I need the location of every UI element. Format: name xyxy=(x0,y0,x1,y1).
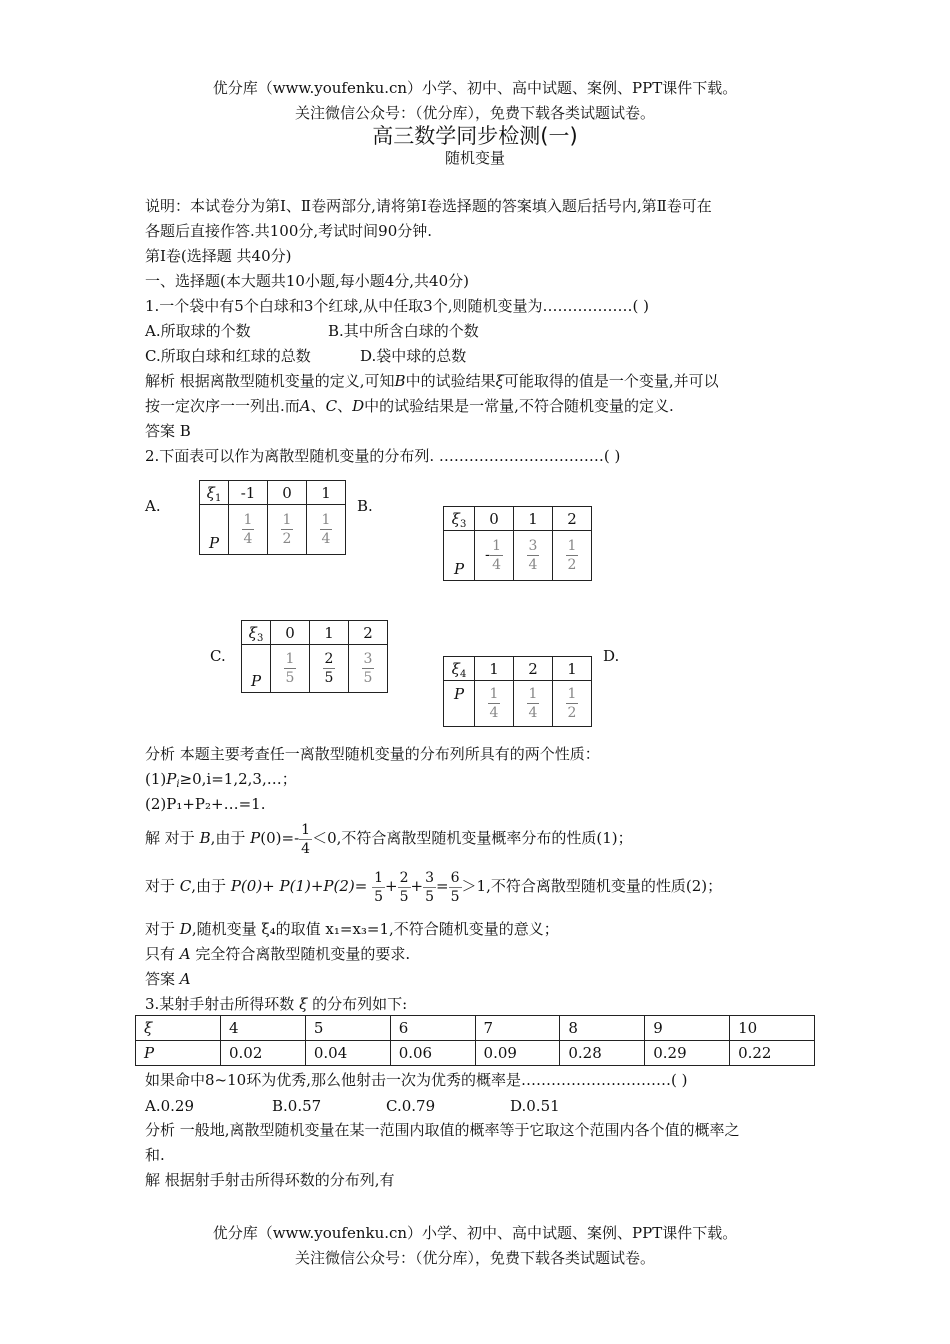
table-a-value: -1 xyxy=(229,481,268,505)
q1-option-b: B.其中所含白球的个数 xyxy=(328,322,479,340)
table-b-value: 0 xyxy=(475,507,514,531)
q1-option-c: C.所取白球和红球的总数 xyxy=(145,347,311,365)
table-b-prob: $\frac{1}{2}$ xyxy=(553,531,592,581)
intro-line-2: 各题后直接作答.共100分,考试时间90分钟. xyxy=(145,222,433,240)
table-b-var: $\xi_3$ xyxy=(444,507,475,531)
table-c-value: 0 xyxy=(271,621,310,645)
q2-table-b xyxy=(443,506,592,581)
q1-answer: 答案 B xyxy=(145,422,191,440)
q3-table-cell: 10 xyxy=(730,1016,815,1041)
table-a-prob: $\frac{1}{4}$ xyxy=(229,505,268,555)
footer-line-1: 优分库（www.youfenku.cn）小学、初中、高中试题、案例、PPT课件下载。 xyxy=(212,1224,738,1242)
q3-option-d: D.0.51 xyxy=(510,1097,560,1115)
part-1-heading: 第Ⅰ卷(选择题 共40分) xyxy=(145,247,292,265)
section-1-heading: 一、选择题(本大题共10小题,每小题4分,共40分) xyxy=(145,272,469,290)
q3-analysis-line-1: 分析 一般地,离散型随机变量在某一范围内取值的概率等于它取这个范围内各个值的概率之 xyxy=(145,1121,740,1139)
q2-label-a: A. xyxy=(145,497,161,515)
q3-option-a: A.0.29 xyxy=(145,1097,194,1115)
q3-table-cell: 0.29 xyxy=(645,1041,730,1066)
q3-question: 如果命中8~10环为优秀,那么他射击一次为优秀的概率是…………………………( ) xyxy=(145,1071,688,1089)
q2-table-a xyxy=(199,480,346,555)
q3-table-cell: 5 xyxy=(305,1016,390,1041)
table-c-value: 2 xyxy=(349,621,388,645)
table-c-var: $\xi_3$ xyxy=(242,621,271,645)
table-a-value: 1 xyxy=(307,481,346,505)
header-line-2: 关注微信公众号：（优分库），免费下载各类试题试卷。 xyxy=(294,104,655,122)
q3-table-header: P xyxy=(136,1041,221,1066)
table-a-p: P xyxy=(200,505,229,555)
q3-distribution-table xyxy=(135,1015,815,1066)
table-b-prob: - $\frac{1}{4}$ xyxy=(475,531,514,581)
table-c-prob: $\frac{2}{5}$ xyxy=(310,645,349,693)
table-c-prob: $\frac{1}{5}$ xyxy=(271,645,310,693)
page-title: 高三数学同步检测(一) xyxy=(372,124,578,148)
table-b-p: P xyxy=(444,531,475,581)
q2-property-1: $(1)P_i\ge 0,i=1,2,3,\dots$； xyxy=(145,770,297,790)
q2-solution-b: 解 对于 B,由于 P(0)=- $\frac{1}{4}$ ＜0,不符合离散型随机变量概率分布的性质(1)； xyxy=(145,821,633,857)
q3-table-cell: 9 xyxy=(645,1016,730,1041)
q3-table-header: ξ xyxy=(136,1016,221,1041)
table-c-value: 1 xyxy=(310,621,349,645)
q3-table-cell: 0.02 xyxy=(221,1041,306,1066)
q3-analysis-line-2: 和. xyxy=(145,1146,165,1164)
q2-solution-d: 对于 D,随机变量 ξ₄的取值 x₁=x₃=1,不符合随机变量的意义； xyxy=(145,920,559,938)
q3-option-b: B.0.57 xyxy=(272,1097,322,1115)
q2-label-d: D. xyxy=(603,647,620,665)
q3-table-cell: 0.06 xyxy=(390,1041,475,1066)
table-d-value: 1 xyxy=(553,657,592,681)
q1-analysis-line-2: 按一定次序一一列出.而A、C、D中的试验结果是一常量,不符合随机变量的定义. xyxy=(145,397,674,415)
q3-stem: 3.某射手射击所得环数 ξ 的分布列如下: xyxy=(145,995,408,1013)
table-d-prob: $\frac{1}{2}$ xyxy=(553,681,592,727)
footer-line-2: 关注微信公众号：（优分库），免费下载各类试题试卷。 xyxy=(294,1249,655,1267)
q1-option-a: A.所取球的个数 xyxy=(145,322,251,340)
intro-line-1: 说明：本试卷分为第Ⅰ、Ⅱ卷两部分,请将第Ⅰ卷选择题的答案填入题后括号内,第Ⅱ卷可在 xyxy=(145,197,712,215)
q3-table-cell: 0.04 xyxy=(305,1041,390,1066)
q3-table-cell: 6 xyxy=(390,1016,475,1041)
table-a-prob: $\frac{1}{2}$ xyxy=(268,505,307,555)
table-c-p: P xyxy=(242,645,271,693)
q2-table-d xyxy=(443,656,592,727)
q2-stem: 2.下面表可以作为离散型随机变量的分布列. ……………………………( ) xyxy=(145,447,621,465)
table-a-value: 0 xyxy=(268,481,307,505)
table-b-value: 2 xyxy=(553,507,592,531)
table-d-prob: $\frac{1}{4}$ xyxy=(475,681,514,727)
table-d-value: 1 xyxy=(475,657,514,681)
table-a-prob: $\frac{1}{4}$ xyxy=(307,505,346,555)
q2-label-c: C. xyxy=(210,647,226,665)
q3-table-cell: 7 xyxy=(475,1016,560,1041)
q3-table-cell: 0.28 xyxy=(560,1041,645,1066)
q3-table-cell: 4 xyxy=(221,1016,306,1041)
q1-stem: 1.一个袋中有5个白球和3个红球,从中任取3个,则随机变量为………………( ) xyxy=(145,297,649,315)
page-subtitle: 随机变量 xyxy=(444,149,505,167)
q2-answer: 答案 A xyxy=(145,970,191,988)
q2-table-c xyxy=(241,620,388,693)
q2-analysis: 分析 本题主要考查任一离散型随机变量的分布列所具有的两个性质： xyxy=(145,745,600,763)
q3-solution: 解 根据射手射击所得环数的分布列,有 xyxy=(145,1171,395,1189)
table-d-prob: $\frac{1}{4}$ xyxy=(514,681,553,727)
table-b-value: 1 xyxy=(514,507,553,531)
q3-table-cell: 0.09 xyxy=(475,1041,560,1066)
table-d-var: $\xi_4$ xyxy=(444,657,475,681)
header-line-1: 优分库（www.youfenku.cn）小学、初中、高中试题、案例、PPT课件下载。 xyxy=(212,79,738,97)
q1-analysis-line-1: 解析 根据离散型随机变量的定义,可知B中的试验结果ξ可能取得的值是一个变量,并可以 xyxy=(145,372,719,390)
table-c-prob: $\frac{3}{5}$ xyxy=(349,645,388,693)
q1-option-d: D.袋中球的总数 xyxy=(360,347,467,365)
q2-solution-c: 对于 C,由于 P(0)+ P(1)+P(2)= $\frac{1}{5}$ + $\frac{2}{5}$ + $\frac{3}{5}$ = $\frac{6}{5}$ ＞1,不符合离散型随机变量的性质(2)； xyxy=(145,869,723,905)
table-d-p: P xyxy=(444,681,475,727)
q3-table-cell: 0.22 xyxy=(730,1041,815,1066)
table-d-value: 2 xyxy=(514,657,553,681)
q3-option-c: C.0.79 xyxy=(386,1097,436,1115)
q2-conclusion: 只有 A 完全符合离散型随机变量的要求. xyxy=(145,945,411,963)
table-b-prob: $\frac{3}{4}$ xyxy=(514,531,553,581)
table-a-var: $\xi_1$ xyxy=(200,481,229,505)
q2-label-b: B. xyxy=(357,497,373,515)
q2-property-2: (2)P₁+P₂+…=1. xyxy=(145,795,266,813)
q3-table-cell: 8 xyxy=(560,1016,645,1041)
